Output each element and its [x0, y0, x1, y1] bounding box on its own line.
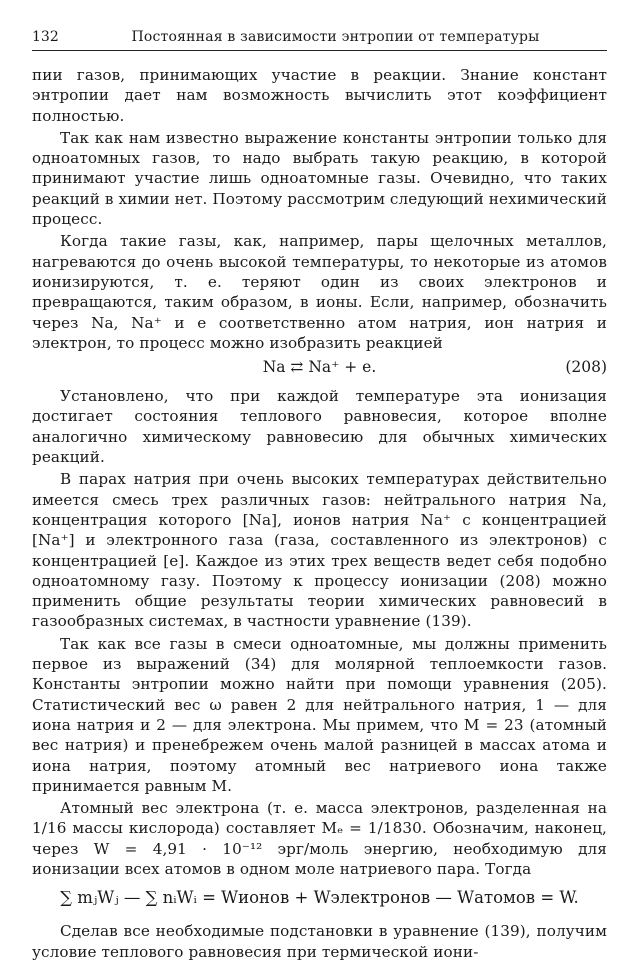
page-number: 132 [32, 29, 59, 45]
paragraph-electron-weight: Атомный вес электрона (т. е. масса электронов, разделенная на 1/16 массы кислорода) составляет Mₑ = 1/1830. Обозначим, наконец, через W = 4,91 · 10⁻¹² эрг/моль энергию, необходимую для ионизации всех атомов в одном моле натриевого пара. Тогда [32, 799, 607, 878]
paragraph-monatomic-gases: Так как все газы в смеси одноатомные, мы должны применить первое из выражений (34) для молярной теплоемкости газов. Константы энтропии можно найти при помощи уравнения (205). Статистический вес ω равен 2 для нейтрального натрия, 1 — для иона натрия и 2 — для электрона. Мы примем, что M = 23 (атомный вес натрия) и пренебрежем очень малой разницей в массах атома и иона натрия, поэтому атомный вес натриевого иона также принимается равным M. [32, 634, 607, 795]
running-title: Постоянная в зависимости энтропии от температуры [131, 29, 540, 45]
paragraph-substitution: Сделав все необходимые подстановки в уравнение (139), получим условие теплового равновесия при термической иони- [32, 922, 607, 961]
equation-energy-body: ∑ mⱼWⱼ — ∑ nᵢWᵢ = Wионов + Wэлектронов — Wатомов = W. [60, 888, 579, 908]
equation-208-number: (208) [565, 358, 607, 377]
paragraph-sodium-vapor: В парах натрия при очень высоких температурах действительно имеется смесь трех различных газов: нейтрального натрия Na, концентрация которого [Na], ионов натрия Na⁺ с концентрацией [Na⁺] и электронного газа (газа, составленного из электронов) с концентрацией [e]. Каждое из этих трех веществ ведет себя подобно одноатомному газу. Поэтому к процессу ионизации (208) можно применить общие результаты теории химических равновесий в газообразных системах, в частности уравнение (139). [32, 470, 607, 631]
running-header [32, 28, 607, 51]
paragraph-entropy-constant: Так как нам известно выражение константы энтропии только для одноатомных газов, то надо выбрать такую реакцию, в которой принимают участие лишь одноатомные газы. Очевидно, что таких реакций в химии нет. Поэтому рассмотрим следующий нехимический процесс. [32, 128, 607, 229]
paragraph-thermal-equilibrium: Установлено, что при каждой температуре эта ионизация достигает состояния теплового равновесия, которое вполне аналогично химическому равновесию для обычных химических реакций. [32, 387, 607, 467]
equation-208 [32, 356, 607, 378]
equation-208-body: Na ⇄ Na⁺ + e. [262, 358, 377, 377]
paragraph-continuation: пии газов, принимающих участие в реакции. Знание констант энтропии дает нам возможность вычислить этот коэффициент полностью. [32, 66, 607, 125]
paragraph-ionization: Когда такие газы, как, например, пары щелочных металлов, нагреваются до очень высокой температуры, то некоторые из атомов ионизируются, т. е. теряют один из своих электронов и превращаются, таким образом, в ионы. Если, например, обозначить через Na, Na⁺ и e соответственно атом натрия, ион натрия и электрон, то процесс можно изобразить реакцией [32, 232, 607, 352]
equation-energy-sum [32, 887, 607, 909]
